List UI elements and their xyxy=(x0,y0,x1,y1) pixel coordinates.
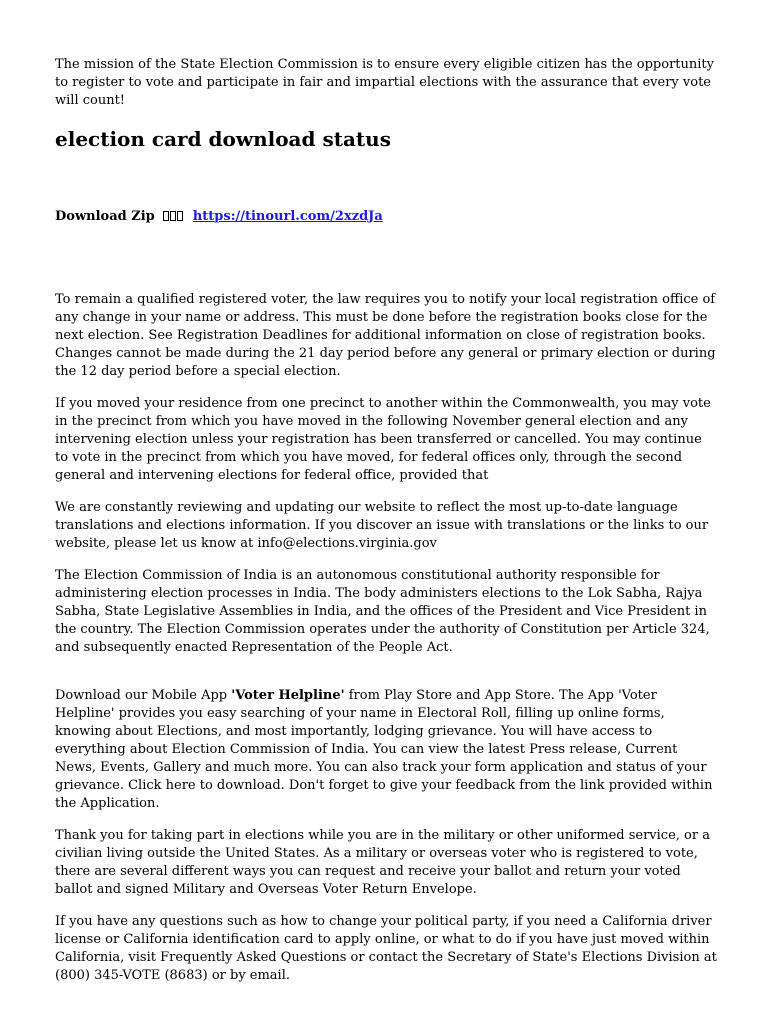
paragraph-mobile-app xyxy=(55,687,717,813)
download-link[interactable]: https://tinourl.com/2xzdJa xyxy=(192,209,383,224)
app-text-before: Download our Mobile App xyxy=(55,688,232,703)
paragraph-election-commission: The Election Commission of India is an autonomous constitutional authority responsible for administering election processes in India. The body administers elections to the Lok Sabha, Rajya Sabha, State Legislative Assemblies in India, and the offices of the President and Vice President in the country. The Election Commission operates under the authority of Constitution per Article 324, and subsequently enacted Representation of the People Act. xyxy=(55,568,710,655)
page-title: election card download status xyxy=(55,127,391,151)
download-line xyxy=(55,208,717,226)
intro-paragraph: The mission of the State Election Commission is to ensure every eligible citizen has the opportunity to register to vote and participate in fair and impartial elections with the assurance that every vote will count! xyxy=(55,57,714,108)
paragraph-moved-residence: If you moved your residence from one precinct to another within the Commonwealth, you may vote in the precinct from which you have moved in the following November general election and any intervening election unless your registration has been transferred or cancelled. You may continue to vote in the precinct from which you have moved, for federal offices only, through the second general and intervening elections for federal office, provided that xyxy=(55,396,711,483)
app-name: 'Voter Helpline' xyxy=(231,688,345,703)
missing-glyph-icons xyxy=(163,208,184,226)
app-text-after: from Play Store and App Store. The App 'Voter Helpline' provides you easy searching of your name in Electoral Roll, filling up online forms, knowing about Elections, and most importantly, lodging grievance. You will have access to everything about Election Commission of India. You can view the latest Press release, Current News, Events, Gallery and much more. You can also track your form application and status of your grievance. Click here to download. Don't forget to give your feedback from the link provided within the Application. xyxy=(55,688,713,811)
paragraph-military-voters: Thank you for taking part in elections while you are in the military or other uniformed service, or a civilian living outside the United States. As a military or overseas voter who is registered to vote, there are several different ways you can request and receive your ballot and return your voted ballot and signed Military and Overseas Voter Return Envelope. xyxy=(55,828,710,897)
document-body xyxy=(55,56,717,985)
paragraph-questions: If you have any questions such as how to change your political party, if you need a California driver license or California identification card to apply online, or what to do if you have just moved within California, visit Frequently Asked Questions or contact the Secretary of State's Elections Division at (800) 345-VOTE (8683) or by email. xyxy=(55,914,717,983)
download-label: Download Zip xyxy=(55,209,155,224)
paragraph-website-review: We are constantly reviewing and updating our website to reflect the most up-to-date language translations and elections information. If you discover an issue with translations or the links to our website, please let us know at info@elections.virginia.gov xyxy=(55,500,709,551)
paragraph-registration: To remain a qualified registered voter, the law requires you to notify your local registration office of any change in your name or address. This must be done before the registration books close for the next election. See Registration Deadlines for additional information on close of registration books. Changes cannot be made during the 21 day period before any general or primary election or during the 12 day period before a special election. xyxy=(55,292,716,379)
